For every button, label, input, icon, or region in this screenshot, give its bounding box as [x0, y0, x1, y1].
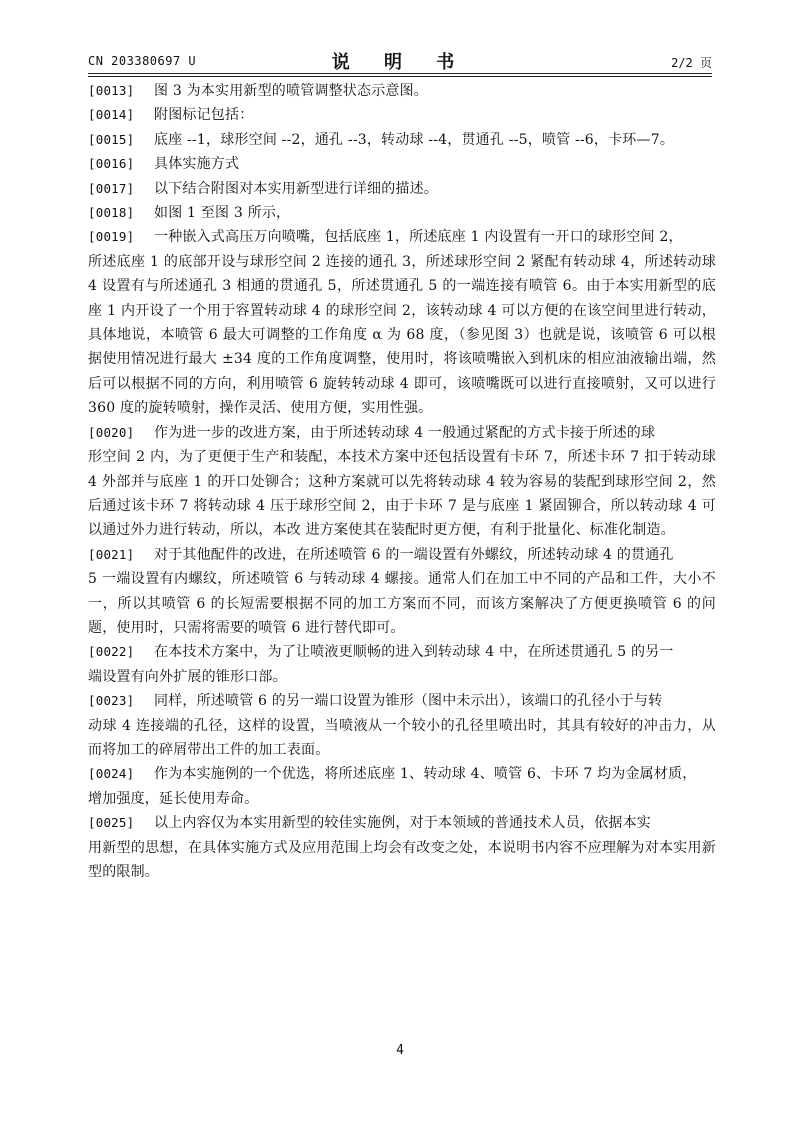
paragraph-0021 — [88, 543, 716, 567]
page-number: 4 — [396, 1043, 404, 1058]
paragraph-0014 — [88, 103, 716, 127]
paragraph-text-continued: 增加强度，延长使用寿命。 — [88, 790, 259, 807]
paragraph-0020 — [88, 421, 716, 445]
paragraph-text: 底座 --1，球形空间 --2，通孔 --3，转动球 --4，贯通孔 --5，喷管 --6，卡环—7。 — [154, 131, 675, 148]
paragraph-number: [0024] — [88, 766, 135, 782]
paragraph-text: 以下结合附图对本实用新型进行详细的描述。 — [154, 180, 438, 197]
paragraph-text-continued: 端设置有向外扩展的锥形口部。 — [88, 668, 287, 685]
paragraph-0015 — [88, 128, 716, 152]
paragraph-0013 — [88, 79, 716, 103]
paragraph-number: [0014] — [88, 107, 135, 123]
paragraph-text-continued: 5 一端设置有内螺纹，所述喷管 6 与转动球 4 螺接。通常人们在加工中不同的产品和工件，大小不一，所以其喷管 6 的长短需要根据不同的加工方案而不同，而该方案解决了方便更换喷管 6 的问题，使用时，只需将需要的喷管 6 进行替代即可。 — [88, 571, 716, 636]
paragraph-number: [0017] — [88, 180, 135, 196]
paragraph-text: 图 3 为本实用新型的喷管调整状态示意图。 — [154, 83, 429, 99]
paragraph-text: 附图标记包括： — [154, 107, 254, 124]
paragraph-0017 — [88, 177, 716, 201]
paragraph-number: [0013] — [88, 83, 135, 98]
paragraph-text-first-line: 作为本实施例的一个优选，将所述底座 1、转动球 4、喷管 6、卡环 7 均为金属材质， — [154, 766, 697, 783]
paragraph-0022 — [88, 640, 716, 664]
paragraph-number: [0020] — [88, 424, 135, 440]
paragraph-text: 如图 1 至图 3 所示， — [154, 205, 291, 222]
paragraph-0025-continued — [88, 836, 716, 885]
header-rule-bottom — [88, 76, 712, 77]
paragraph-0022-continued — [88, 665, 716, 689]
paragraph-number: [0021] — [88, 546, 135, 562]
paragraph-text-first-line: 一种嵌入式高压万向喷嘴，包括底座 1，所述底座 1 内设置有一开口的球形空间 2， — [154, 229, 683, 246]
paragraph-0018 — [88, 201, 716, 225]
paragraph-0021-continued — [88, 567, 716, 640]
page-header — [88, 48, 712, 72]
paragraph-text-continued: 形空间 2 内，为了更便于生产和装配，本技术方案中还包括设置有卡环 7，所述卡环 7 扣于转动球 4 外部并与底座 1 的开口处铆合；这种方案就可以先将转动球 4 较为容易的装配到球形空间 2，然后通过该卡环 7 将转动球 4 压于球形空间 2，由于卡环 7 是与底座 1 紧固铆合，所以转动球 4 可以通过外力进行转动，所以，本改 进方案使其在装配时更方便，有利于批量化、标准化制造。 — [88, 449, 716, 539]
paragraph-0024-continued — [88, 787, 716, 811]
paragraph-number: [0019] — [88, 229, 135, 245]
paragraph-0016 — [88, 152, 716, 176]
patent-number: CN 203380697 U — [88, 54, 197, 68]
paragraph-number: [0023] — [88, 693, 135, 709]
paragraph-0019 — [88, 225, 716, 249]
page-indicator: 2/2 页 — [671, 56, 712, 70]
paragraph-0019-continued — [88, 250, 716, 421]
paragraph-0023-continued — [88, 714, 716, 763]
header-rule-top — [88, 73, 712, 74]
paragraph-text-first-line: 在本技术方案中，为了让喷液更顺畅的进入到转动球 4 中，在所述贯通孔 5 的另一 — [154, 644, 674, 661]
paragraph-number: [0015] — [88, 131, 135, 147]
paragraph-number: [0025] — [88, 815, 135, 831]
document-title: 说 明 书 — [331, 52, 469, 73]
paragraph-number: [0018] — [88, 205, 135, 221]
paragraph-0023 — [88, 689, 716, 713]
paragraph-number: [0016] — [88, 156, 135, 172]
paragraph-text-first-line: 同样，所述喷管 6 的另一端口设置为锥形（图中未示出），该端口的孔径小于与转 — [154, 693, 663, 710]
paragraph-text-continued: 动球 4 连接端的孔径，这样的设置，当喷液从一个较小的孔径里喷出时，其具有较好的冲击力，从而将加工的碎屑带出工件的加工表面。 — [88, 717, 716, 758]
paragraph-0025 — [88, 811, 716, 835]
paragraph-text-continued: 用新型的思想，在具体实施方式及应用范围上均会有改变之处，本说明书内容不应理解为对本实用新型的限制。 — [88, 839, 716, 880]
paragraph-0020-continued — [88, 445, 716, 543]
paragraph-text-first-line: 对于其他配件的改进，在所述喷管 6 的一端设置有外螺纹，所述转动球 4 的贯通孔 — [154, 546, 674, 563]
paragraph-text-first-line: 以上内容仅为本实用新型的较佳实施例，对于本领域的普通技术人员，依据本实 — [154, 815, 651, 832]
paragraph-text-continued: 所述底座 1 的底部开设与球形空间 2 连接的通孔 3，所述球形空间 2 紧配有转动球 4，所述转动球 4 设置有与所述通孔 3 相通的贯通孔 5，所述贯通孔 5 的一端连接有喷管 6。由于本实用新型的底座 1 内开设了一个用于容置转动球 4 的球形空间 2，该转动球 4 可以方便的在该空间里进行转动，具体地说，本喷管 6 最大可调整的工作角度 α 为 68 度，（参见图 3）也就是说，该喷管 6 可以根据使用情况进行最大 ±34 度的工作角度调整，使用时，将该喷嘴嵌入到机床的相应油液输出端，然后可以根据不同的方向，利用喷管 6 旋转转动球 4 即可，该喷嘴既可以进行直接喷射，又可以进行 360 度的旋转喷射，操作灵活、使用方便，实用性强。 — [88, 253, 716, 417]
paragraph-0024 — [88, 762, 716, 786]
paragraph-text: 具体实施方式 — [154, 156, 240, 173]
paragraph-number: [0022] — [88, 644, 135, 660]
description-body — [88, 79, 716, 884]
paragraph-text-first-line: 作为进一步的改进方案，由于所述转动球 4 一般通过紧配的方式卡接于所述的球 — [154, 424, 656, 441]
